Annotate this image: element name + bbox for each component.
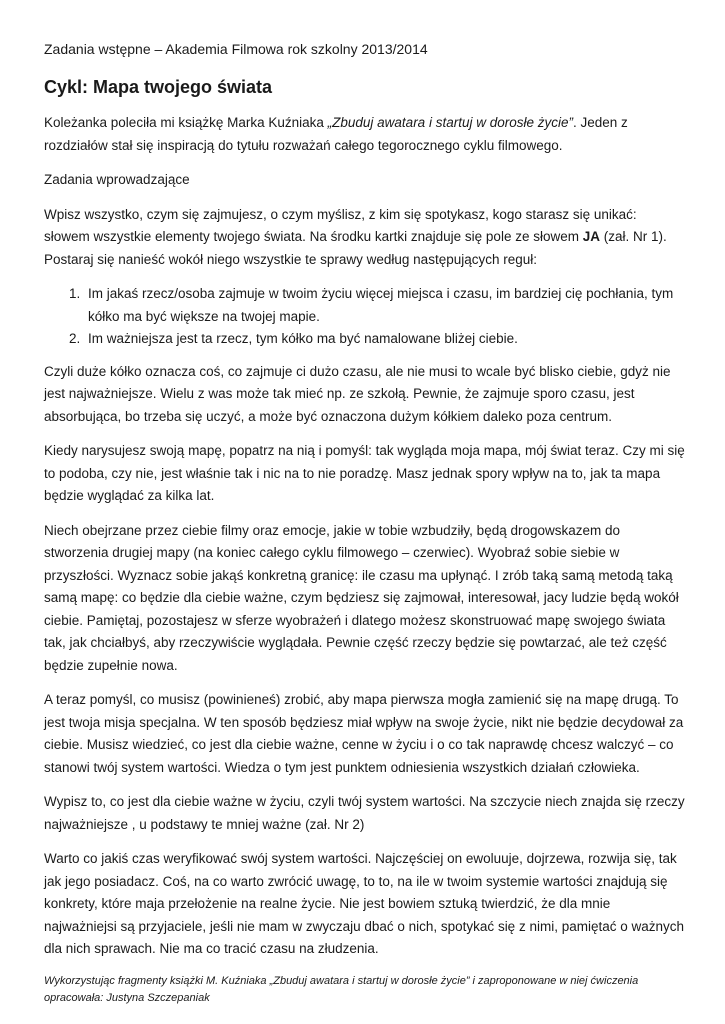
- rules-list: [44, 283, 685, 351]
- task-paragraph: [44, 204, 685, 272]
- paragraph-second-map: Niech obejrzane przez ciebie filmy oraz emocje, jakie w tobie wzbudziły, będą drogowskazem do stworzenia drugiej mapy (na koniec całego cyklu filmowego – czerwiec). Wyobraź sobie siebie w przyszłości. Wyznacz sobie jakąś konkretną granicę: ile czasu ma upłynąć. I zrób taką samą metodą taką samą mapę: co będzie dla ciebie ważne, czym będziesz się zajmował, interesował, jacy ludzie będą wokół ciebie. Pamiętaj, pozostajesz w sferze wyobrażeń i dlatego możesz skonstruować mapę swojego świata tak, jak chciałbyś, aby rzeczywiście wyglądała. Pewnie część rzeczy będzie się powtarzać, ale też część będzie zupełnie nowa.: [44, 522, 679, 673]
- document-header: Zadania wstępne – Akademia Filmowa rok szkolny 2013/2014: [44, 41, 428, 57]
- list-item: 2. Im ważniejsza jest ta rzecz, tym kółko ma być namalowane bliżej ciebie.: [84, 328, 685, 351]
- task-text-after: (zał. Nr 1). Postaraj się nanieść wokół niego wszystkie te sprawy według następujących reguł:: [44, 229, 667, 267]
- section-heading: Zadania wprowadzające: [44, 172, 190, 187]
- task-ja-label: JA: [582, 229, 600, 244]
- paragraph-circle-size: Czyli duże kółko oznacza coś, co zajmuje ci dużo czasu, ale nie musi to wcale być blisko ciebie, gdyż nie jest najważniejsze. Wielu z was może tak mieć np. ze szkołą. Pewnie, że zajmuje sporo czasu, jest absorbująca, bo trzeba się uczyć, a może być oznaczona dużym kółkiem daleko poza centrum.: [44, 363, 671, 424]
- book-title: „Zbuduj awatara i startuj w dorosłe życie”: [327, 115, 573, 130]
- intro-paragraph: [44, 112, 685, 157]
- list-item: 1. Im jakaś rzecz/osoba zajmuje w twoim życiu więcej miejsca i czasu, im bardziej cię pochłania, tym kółko ma być większe na twojej mapie.: [84, 283, 685, 328]
- page-title: Cykl: Mapa twojego świata: [44, 77, 273, 97]
- footer-credit: Wykorzystując fragmenty książki M. Kuźniaka „Zbuduj awatara i startuj w dorosłe życie” i zaproponowane w niej ćwiczenia opracowała: Justyna Szczepaniak: [44, 974, 639, 1004]
- paragraph-your-map: Kiedy narysujesz swoją mapę, popatrz na nią i pomyśl: tak wygląda moja mapa, mój świat teraz. Czy mi się to podoba, czy nie, jest właśnie tak i nic na to nie poradzę. Masz jednak spory wpływ na to, jak ta mapa będzie wyglądać za kilka lat.: [44, 443, 685, 503]
- intro-text-after: . Jeden z rozdziałów stał się inspiracją do tytułu rozważań całego tegorocznego cyklu filmowego.: [44, 115, 628, 153]
- intro-text-before: Koleżanka poleciła mi książkę Marka Kuźniaka: [44, 115, 328, 130]
- task-text-before: Wpisz wszystko, czym się zajmujesz, o czym myślisz, z kim się spotykasz, kogo starasz się unikać: słowem wszystkie elementy twojego świata. Na środku kartki znajduje się pole ze słowem: [44, 206, 637, 244]
- paragraph-value-system: Wypisz to, co jest dla ciebie ważne w życiu, czyli twój system wartości. Na szczycie niech znajda się rzeczy najważniejsze , u podstawy te mniej ważne (zał. Nr 2): [44, 794, 685, 832]
- paragraph-verify-values: Warto co jakiś czas weryfikować swój system wartości. Najczęściej on ewoluuje, dojrzewa, rozwija się, tak jak jego posiadacz. Coś, na co warto zwrócić uwagę, to to, na ile w twoim systemie wartości znajdują się konkrety, które maja przełożenie na realne życie. Nie jest bowiem sztuką twierdzić, że dla mnie najważniejsi są przyjaciele, jeśli nie mam w zwyczaju dbać o nich, spotykać się z nimi, pamiętać o ważnych dla nich sprawach. Nie ma co tracić czasu na złudzenia.: [44, 851, 685, 956]
- paragraph-mission: A teraz pomyśl, co musisz (powinieneś) zrobić, aby mapa pierwsza mogła zamienić się na mapę drugą. To jest twoja misja specjalna. W ten sposób będziesz miał wpływ na swoje życie, nikt nie będzie decydował za ciebie. Musisz wiedzieć, co jest dla ciebie ważne, cenne w życiu i o co tak naprawdę chcesz walczyć – co stanowi twój system wartości. Wiedza o tym jest punktem odniesienia wszystkich działań człowieka.: [44, 692, 684, 775]
